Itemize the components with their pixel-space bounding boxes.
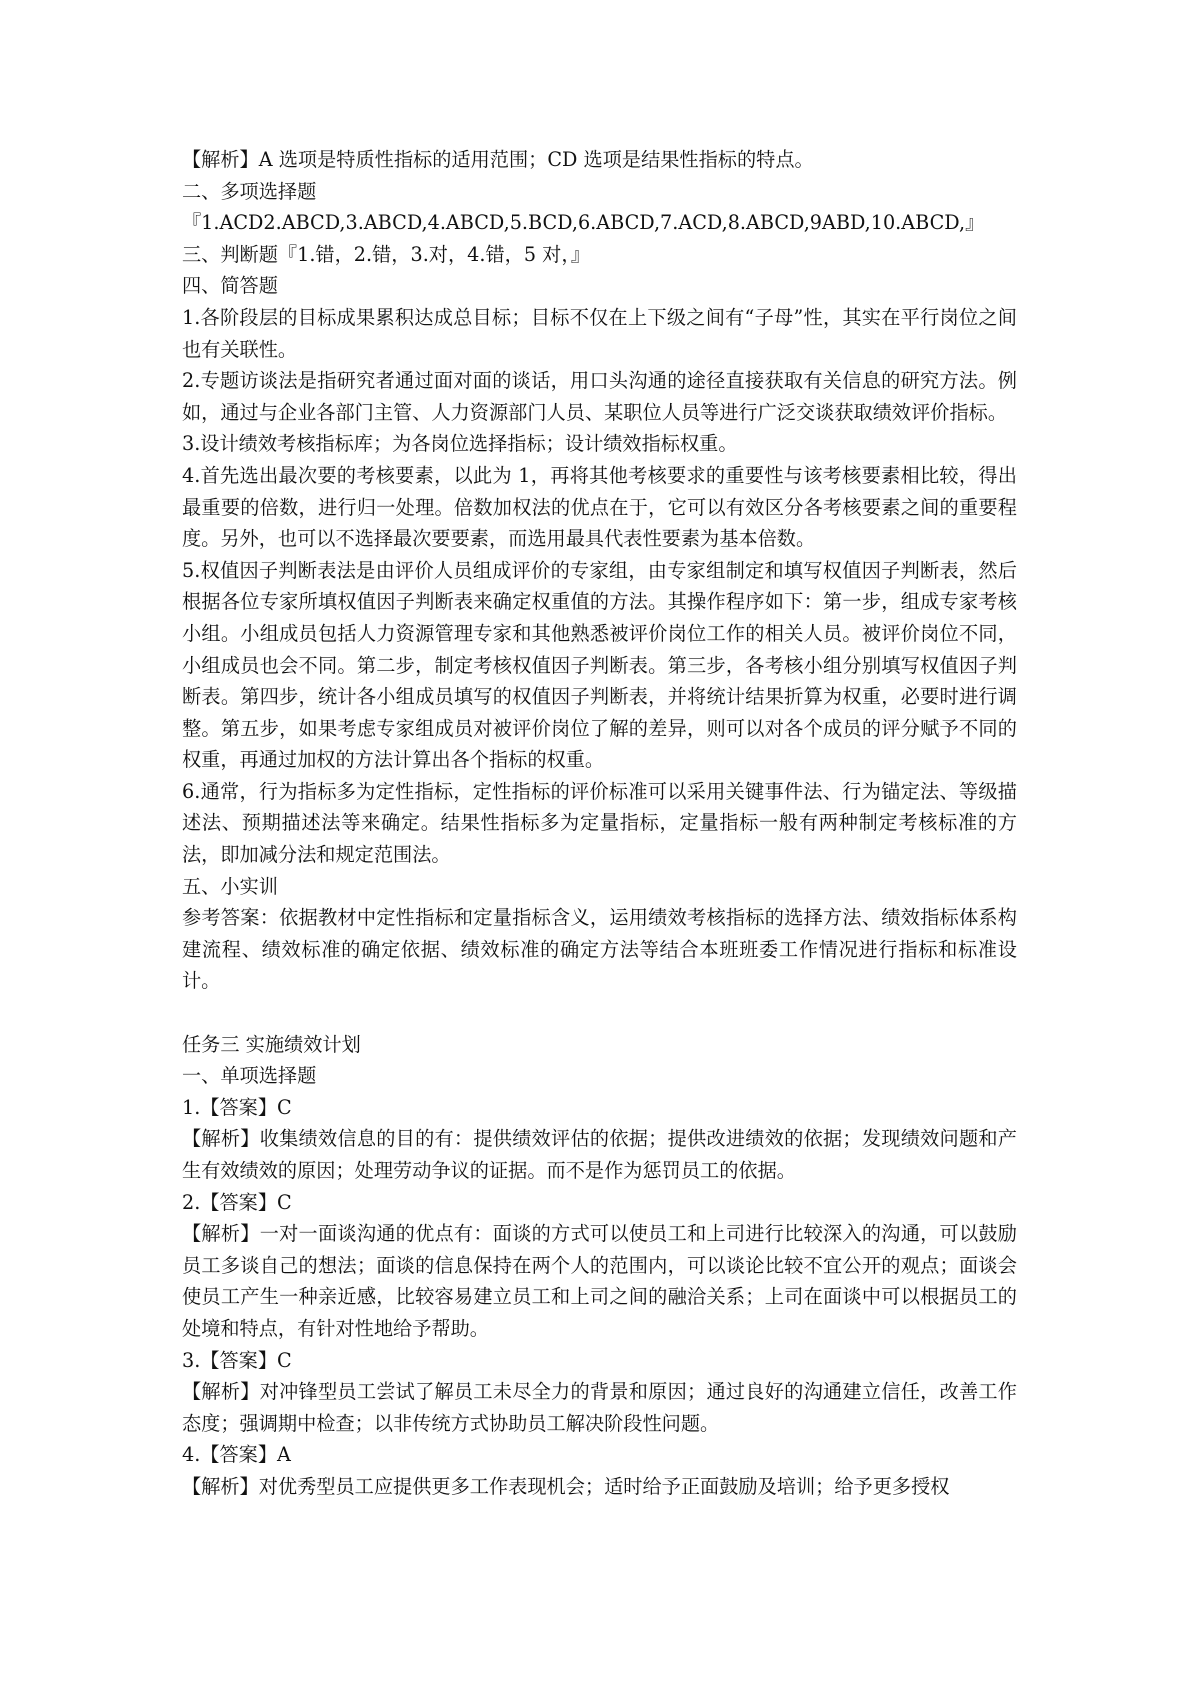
analysis-paragraph: 【解析】对优秀型员工应提供更多工作表现机会；适时给予正面鼓励及培训；给予更多授权 [182, 1474, 950, 1498]
document-page [182, 144, 1017, 1503]
answer-line: 3.【答案】C [182, 1348, 292, 1372]
short-answer-item: 5.权值因子判断表法是由评价人员组成评价的专家组，由专家组制定和填写权值因子判断表，然后根据各位专家所填权值因子判断表来确定权重值的方法。其操作程序如下：第一步，组成专家考核小组。小组成员包括人力资源管理专家和其他熟悉被评价岗位工作的相关人员。被评价岗位不同，小组成员也会不同。第二步，制定考核权值因子判断表。第三步，各考核小组分别填写权值因子判断表。第四步，统计各小组成员填写的权值因子判断表，并将统计结果折算为权重，必要时进行调整。第五步，如果考虑专家组成员对被评价岗位了解的差异，则可以对各个成员的评分赋予不同的权重，再通过加权的方法计算出各个指标的权重。 [182, 558, 1017, 772]
answer-line: 1.【答案】C [182, 1095, 292, 1119]
short-answer-item: 1.各阶段层的目标成果累积达成总目标；目标不仅在上下级之间有“子母”性，其实在平行岗位之间也有关联性。 [182, 305, 1017, 361]
task-title: 任务三 实施绩效计划 [182, 1032, 361, 1056]
analysis-paragraph: 【解析】收集绩效信息的目的有：提供绩效评估的依据；提供改进绩效的依据；发现绩效问题和产生有效绩效的原因；处理劳动争议的证据。而不是作为惩罚员工的依据。 [182, 1127, 1017, 1182]
training-answer: 参考答案：依据教材中定性指标和定量指标含义，运用绩效考核指标的选择方法、绩效指标体系构建流程、绩效标准的确定依据、绩效标准的确定方法等结合本班班委工作情况进行指标和标准设计。 [182, 906, 1017, 993]
analysis-paragraph: 【解析】一对一面谈沟通的优点有：面谈的方式可以使员工和上司进行比较深入的沟通，可以鼓励员工多谈自己的想法；面谈的信息保持在两个人的范围内，可以谈论比较不宜公开的观点；面谈会使员工产生一种亲近感，比较容易建立员工和上司之间的融洽关系；上司在面谈中可以根据员工的处境和特点，有针对性地给予帮助。 [182, 1222, 1017, 1340]
short-answer-item: 4.首先选出最次要的考核要素，以此为 1，再将其他考核要求的重要性与该考核要素相比较，得出最重要的倍数，进行归一处理。倍数加权法的优点在于，它可以有效区分各考核要素之间的重要程度。另外，也可以不选择最次要要素，而选用最具代表性要素为基本倍数。 [182, 463, 1017, 551]
short-answer-item: 6.通常，行为指标多为定性指标，定性指标的评价标准可以采用关键事件法、行为锚定法、等级描述法、预期描述法等来确定。结果性指标多为定量指标，定量指标一般有两种制定考核标准的方法，即加减分法和规定范围法。 [182, 779, 1017, 867]
multiple-choice-answers: 『1.ACD2.ABCD,3.ABCD,4.ABCD,5.BCD,6.ABCD,7.ACD,8.ABCD,9ABD,10.ABCD,』 [182, 211, 985, 235]
answer-line: 2.【答案】C [182, 1190, 292, 1214]
section-heading-single-choice: 一、单项选择题 [182, 1064, 317, 1088]
analysis-paragraph: 【解析】A 选项是特质性指标的适用范围；CD 选项是结果性指标的特点。 [182, 148, 814, 171]
section-heading-true-false: 三、判断题『1.错，2.错，3.对，4.错，5 对，』 [182, 242, 591, 266]
section-heading-multiple-choice: 二、多项选择题 [182, 179, 317, 203]
analysis-paragraph: 【解析】对冲锋型员工尝试了解员工未尽全力的背景和原因；通过良好的沟通建立信任，改善工作态度；强调期中检查；以非传统方式协助员工解决阶段性问题。 [182, 1380, 1017, 1435]
section-heading-short-answer: 四、简答题 [182, 274, 278, 298]
answer-line: 4.【答案】A [182, 1443, 291, 1467]
short-answer-item: 3.设计绩效考核指标库；为各岗位选择指标；设计绩效指标权重。 [182, 432, 738, 456]
section-heading-training: 五、小实训 [182, 874, 278, 898]
blank-line [182, 997, 1017, 1029]
short-answer-item: 2.专题访谈法是指研究者通过面对面的谈话，用口头沟通的途径直接获取有关信息的研究方法。例如，通过与企业各部门主管、人力资源部门人员、某职位人员等进行广泛交谈获取绩效评价指标。 [182, 369, 1017, 424]
